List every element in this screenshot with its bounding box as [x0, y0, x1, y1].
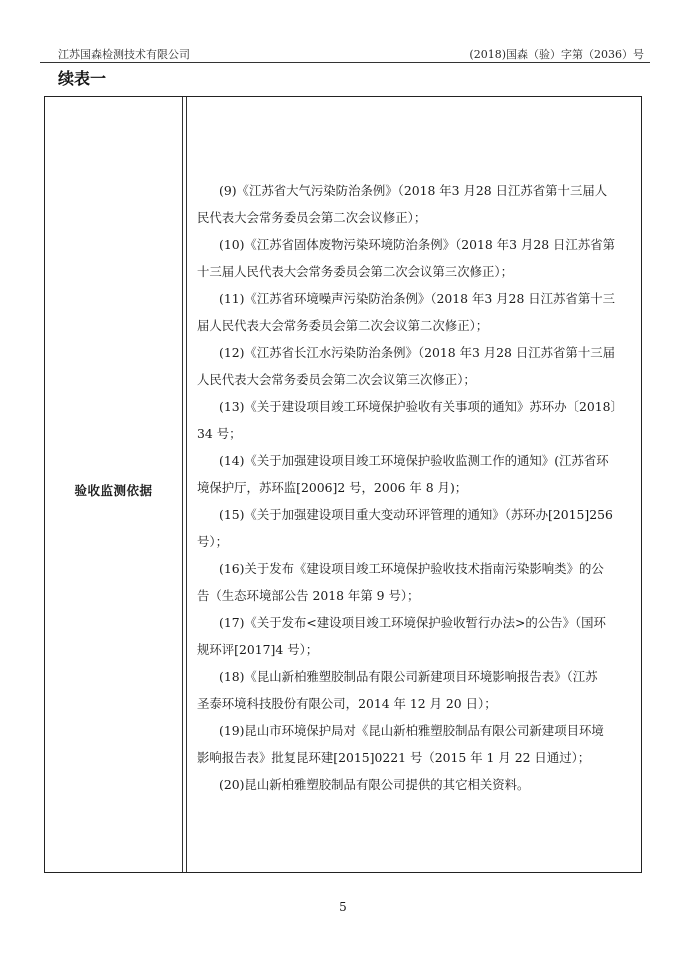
item-line-rest: 圣泰环境科技股份有限公司，2014 年 12 月 20 日）； [197, 696, 497, 711]
list-item [197, 717, 629, 771]
basis-table [44, 96, 642, 873]
list-item [197, 231, 629, 285]
item-line-rest: 境保护厅，苏环监[2006]2 号，2006 年 8 月)； [197, 480, 468, 495]
header-rule [40, 62, 650, 63]
item-line-first: (18)《昆山新柏雅塑胶制品有限公司新建项目环境影响报告表》（江苏 [219, 669, 598, 684]
list-item [197, 771, 629, 798]
list-item [197, 555, 629, 609]
company-name: 江苏国森检测技术有限公司 [58, 48, 190, 61]
page-number: 5 [339, 900, 347, 914]
list-item [197, 447, 629, 501]
item-line-rest: 民代表大会常务委员会第二次会议修正）； [197, 210, 427, 225]
basis-list [197, 177, 629, 798]
list-item [197, 339, 629, 393]
list-item [197, 393, 629, 447]
page-header [0, 8, 686, 61]
item-line-rest: 34 号； [197, 426, 242, 441]
item-line-first: (16)关于发布《建设项目竣工环境保护验收技术指南污染影响类》的公 [219, 561, 604, 576]
continuation-title: 续表一 [58, 69, 107, 88]
report-number: (2018)国森（验）字第（2036）号 [469, 48, 644, 61]
list-item [197, 285, 629, 339]
list-item [197, 177, 629, 231]
item-line-first: (20)昆山新柏雅塑胶制品有限公司提供的其它相关资料。 [219, 777, 530, 792]
item-line-first: (11)《江苏省环境噪声污染防治条例》（2018 年3 月28 日江苏省第十三 [219, 291, 615, 306]
item-line-rest: 届人民代表大会常务委员会第二次会议第二次修正）； [197, 318, 489, 333]
item-line-rest: 告（生态环境部公告 2018 年第 9 号）； [197, 588, 420, 603]
row-label: 验收监测依据 [74, 482, 153, 498]
item-line-first: (19)昆山市环境保护局对《昆山新柏雅塑胶制品有限公司新建项目环境 [219, 723, 604, 738]
item-line-rest: 人民代表大会常务委员会第二次会议第三次修正）； [197, 372, 476, 387]
list-item [197, 609, 629, 663]
list-item [197, 501, 629, 555]
table-divider [182, 97, 183, 872]
label-cell [45, 97, 182, 872]
item-line-first: (12)《江苏省长江水污染防治条例》（2018 年3 月28 日江苏省第十三届 [219, 345, 615, 360]
item-line-first: (17)《关于发布<建设项目竣工环境保护验收暂行办法>的公告》（国环 [219, 615, 606, 630]
list-item [197, 663, 629, 717]
item-line-rest: 影响报告表》批复昆环建[2015]0221 号（2015 年 1 月 22 日通过）； [197, 750, 591, 765]
item-line-first: (10)《江苏省固体废物污染环境防治条例》（2018 年3 月28 日江苏省第 [219, 237, 615, 252]
item-line-rest: 号）； [197, 534, 228, 549]
item-line-first: (14)《关于加强建设项目竣工环境保护验收监测工作的通知》(江苏省环 [219, 453, 609, 468]
item-line-rest: 规环评[2017]4 号）； [197, 642, 319, 657]
item-line-first: (15)《关于加强建设项目重大变动环评管理的通知》（苏环办[2015]256 [219, 507, 613, 522]
item-line-first: (9)《江苏省大气污染防治条例》（2018 年3 月28 日江苏省第十三届人 [219, 183, 608, 198]
table-divider-inner [186, 97, 187, 872]
item-line-rest: 十三届人民代表大会常务委员会第二次会议第三次修正）； [197, 264, 513, 279]
item-line-first: (13)《关于建设项目竣工环境保护验收有关事项的通知》苏环办〔2018〕 [219, 399, 623, 414]
